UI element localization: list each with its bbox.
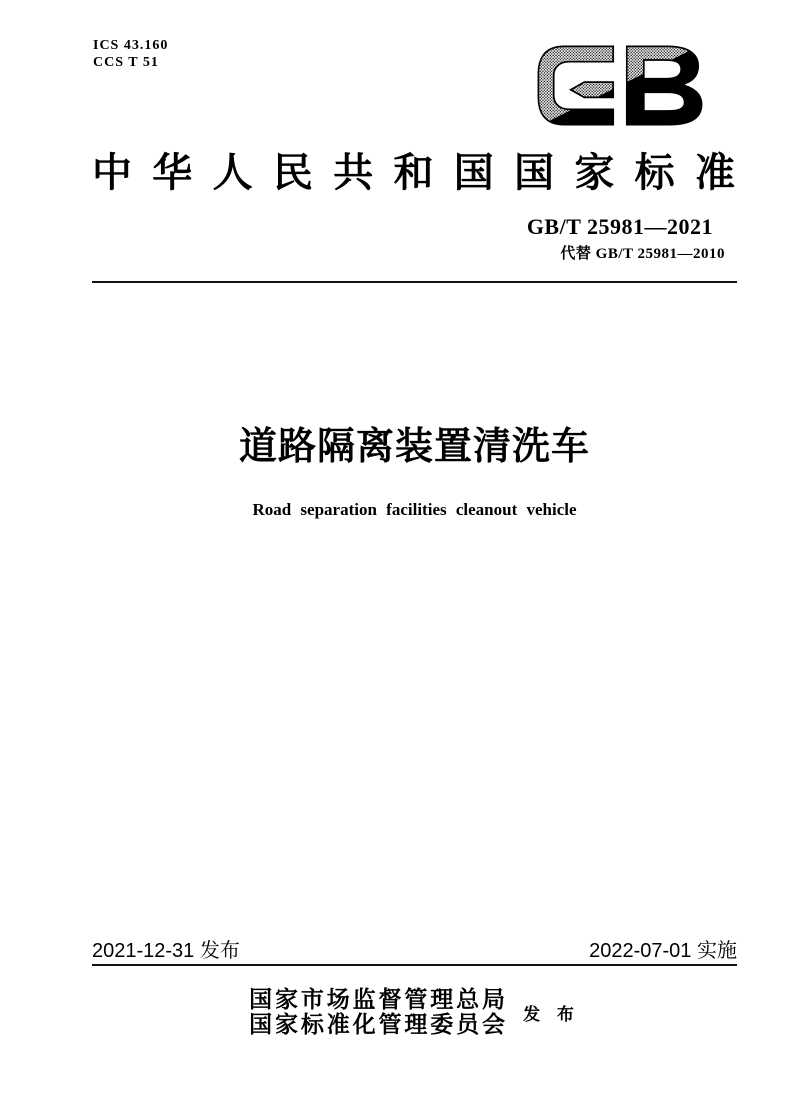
publisher-block	[92, 987, 737, 1037]
issuer-line-1: 国 家 市 场 监 督 管 理 总 局	[249, 987, 505, 1012]
ics-code: ICS 43.160	[93, 38, 169, 53]
document-title-en: Road separation facilities cleanout vehicle	[252, 500, 577, 519]
publish-label: 发 布	[523, 1004, 580, 1024]
issuer-names	[249, 987, 505, 1037]
document-title-zh: 道路隔离装置清洗车	[238, 426, 590, 468]
gb-logo-icon	[535, 43, 705, 128]
supersedes-note: 代替 GB/T 25981—2010	[560, 246, 725, 262]
header-divider-line	[92, 281, 737, 283]
national-standard-heading: 中 华 人 民 共 和 国 国 家 标 准	[92, 150, 735, 195]
implement-date: 2022-07-01 实施	[589, 940, 737, 962]
issue-date: 2021-12-31 发布	[92, 940, 240, 962]
standard-number: GB/T 25981—2021	[526, 214, 713, 239]
issuer-line-2: 国 家 标 准 化 管 理 委 员 会	[249, 1012, 505, 1037]
dates-row	[92, 940, 737, 962]
classification-codes	[93, 37, 168, 71]
ccs-code: CCS T 51	[93, 55, 159, 70]
footer-divider-line	[92, 964, 737, 966]
